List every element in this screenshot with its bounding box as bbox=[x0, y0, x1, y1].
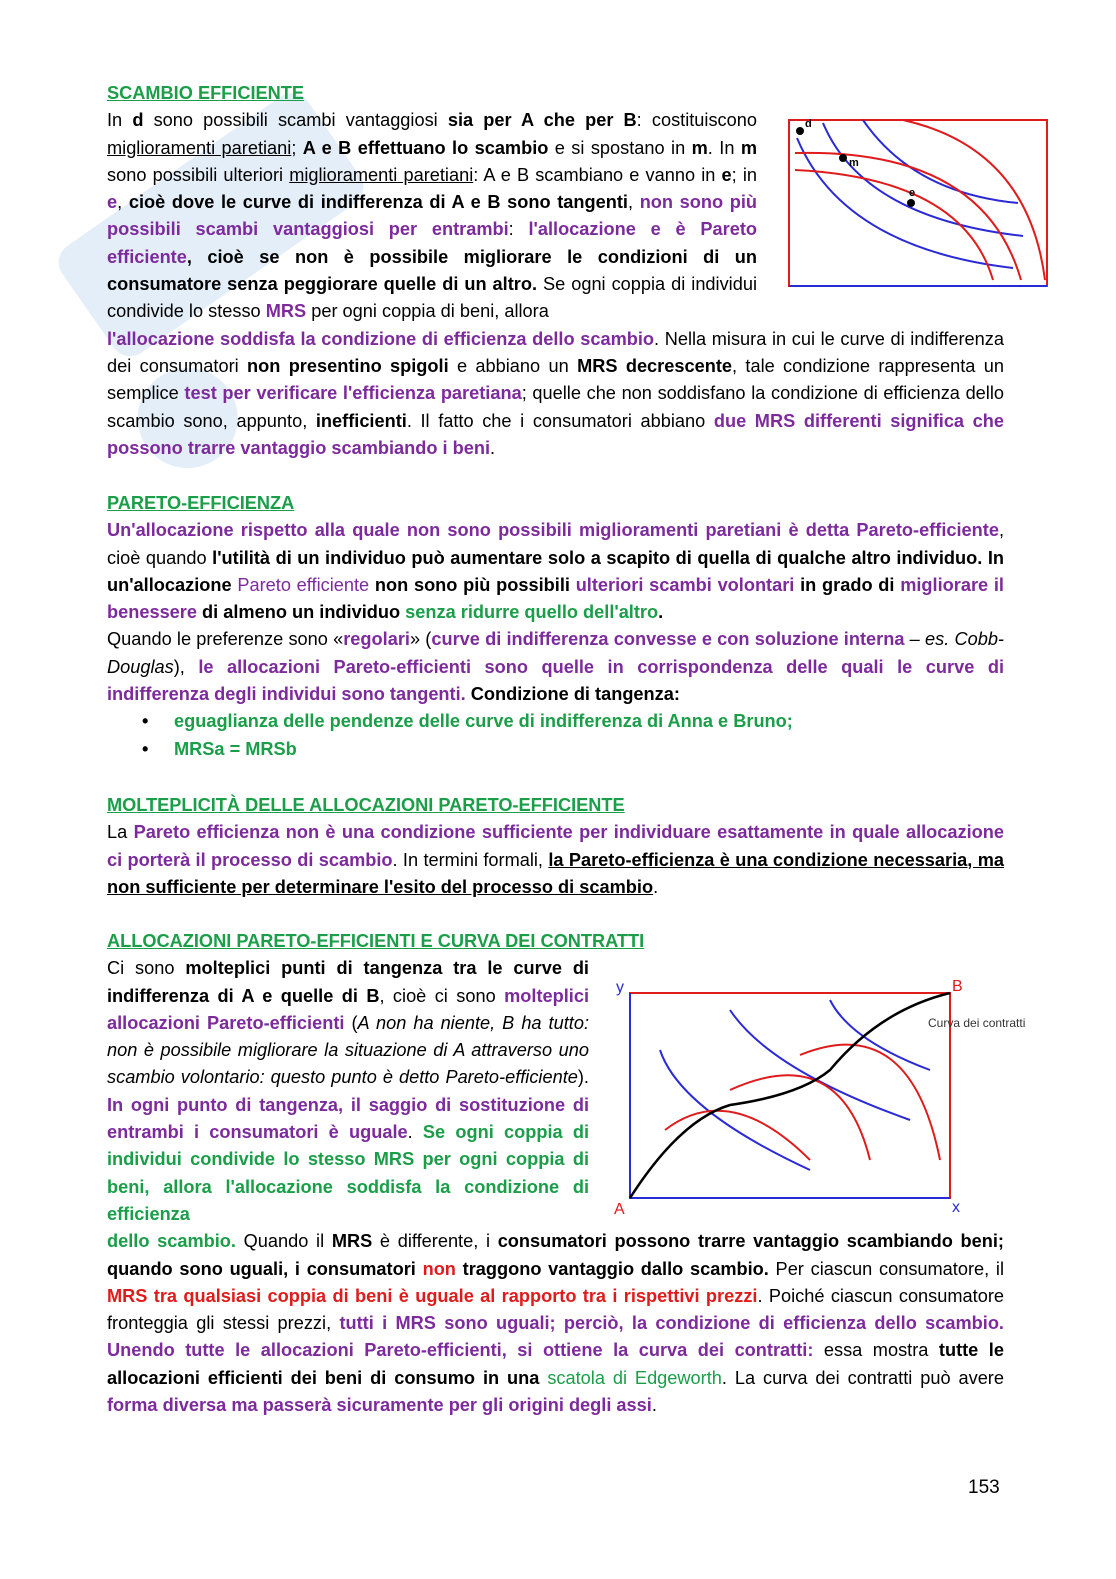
axis-y-label: y bbox=[616, 979, 624, 996]
contract-curve-label: Curva dei contratti bbox=[928, 1016, 1026, 1030]
point-m-label: m bbox=[849, 157, 859, 169]
paragraph-2a: Un'allocazione rispetto alla quale non sono possibili miglioramenti paretiani è detta Pareto-efficiente, cioè quando l'utilità di un individuo può aumentare solo a scapito di quella di qualche altro individuo. In un'allocazione Pareto efficiente non sono più possibili ulteriori scambi volontari in grado di migliorare il benessere di almeno un individuo senza ridurre quello dell'altro. bbox=[107, 520, 1004, 623]
point-e-label: e bbox=[909, 187, 916, 199]
paragraph-4-wide: dello scambio. Quando il MRS è differente, i consumatori possono trarre vantaggio scambiando beni; quando sono uguali, i consumatori non traggono vantaggio dallo scambio. Per ciascun consumatore, il MRS tra qualsiasi coppia di beni è uguale al rapporto tra i rispettivi prezzi. Poiché ciascun consumatore fronteggia gli stessi prezzi, tutti i MRS sono uguali; perciò, la condizione di efficienza dello scambio. Unendo tutte le allocazioni Pareto-efficienti, si ottiene la curva dei contratti: essa mostra tutte le allocazioni efficienti dei beni di consumo in una scatola di Edgeworth. La curva dei contratti può avere forma diversa ma passerà sicuramente per gli origini degli assi. bbox=[107, 1231, 1004, 1416]
paragraph-4-narrow: Ci sono molteplici punti di tangenza tra le curve di indifferenza di A e quelle di B, cioè ci sono molteplici allocazioni Pareto-efficienti (A non ha niente, B ha tutto: non è possibile migliorare la situazione di A attraverso uno scambio volontario: questo punto è detto Pareto-efficiente). In ogni punto di tangenza, il saggio di sostituzione di entrambi i consumatori è uguale. Se ogni coppia di individui condivide lo stesso MRS per ogni coppia di beni, allora l'allocazione soddisfa la condizione di efficienza bbox=[107, 958, 589, 1224]
list-item: • eguaglianza delle pendenze delle curve di indifferenza di Anna e Bruno; bbox=[142, 711, 793, 732]
section-heading: ALLOCAZIONI PARETO-EFFICIENTI E CURVA DEI CONTRATTI bbox=[107, 931, 645, 951]
section-heading: PARETO-EFFICIENZA bbox=[107, 493, 295, 513]
axis-x-label: x bbox=[952, 1199, 960, 1216]
point-d-label: d bbox=[805, 118, 812, 130]
section-heading: MOLTEPLICITÀ DELLE ALLOCAZIONI PARETO-EFFICIENTE bbox=[107, 795, 625, 815]
origin-a-label: A bbox=[614, 1201, 625, 1218]
section-molteplicita bbox=[107, 792, 1004, 901]
paragraph-2b: Quando le preferenze sono «regolari» (curve di indifferenza convesse e con soluzione interna – es. Cobb-Douglas), le allocazioni Pareto-efficienti sono quelle in corrispondenza delle quali le curve di indifferenza degli individui sono tangenti. Condizione di tangenza: bbox=[107, 629, 1004, 705]
paragraph-1-wide: l'allocazione soddisfa la condizione di efficienza dello scambio. Nella misura in cui le curve di indifferenza dei consumatori non presentino spigoli e abbiano un MRS decrescente, tale condizione rappresenta un semplice test per verificare l'efficienza paretiana; quelle che non soddisfano la condizione di efficienza dello scambio sono, appunto, inefficienti. Il fatto che i consumatori abbiano due MRS differenti significa che possono trarre vantaggio scambiando i beni. bbox=[107, 328, 1005, 458]
list-item: • MRSa = MRSb bbox=[142, 738, 297, 759]
section-pareto-efficienza bbox=[107, 490, 1004, 763]
paragraph-3: La Pareto efficienza non è una condizione sufficiente per individuare esattamente in quale allocazione ci porterà il processo di scambio. In termini formali, la Pareto-efficienza è una condizione necessaria, ma non sufficiente per determinare l'esito del processo di scambio. bbox=[107, 822, 1004, 897]
indifference-curves-figure bbox=[783, 108, 1053, 293]
section-heading: SCAMBIO EFFICIENTE bbox=[107, 83, 305, 103]
page-number: 153 bbox=[968, 1477, 1000, 1498]
origin-b-label: B bbox=[952, 978, 963, 995]
edgeworth-box-figure bbox=[610, 970, 1050, 1220]
paragraph-1-narrow: In d sono possibili scambi vantaggiosi sia per A che per B: costituiscono miglioramenti paretiani; A e B effettuano lo scambio e si spostano in m. In m sono possibili ulteriori miglioramenti paretiani: A e B scambiano e vanno in e; in e, cioè dove le curve di indifferenza di A e B sono tangenti, non sono più possibili scambi vantaggiosi per entrambi: l'allocazione e è Pareto efficiente, cioè se non è possibile migliorare le condizioni di un consumatore senza peggiorare quelle di un altro. Se ogni coppia di individui condivide lo stesso MRS per ogni coppia di beni, allora bbox=[107, 110, 758, 322]
tangency-conditions-list bbox=[107, 708, 1004, 763]
